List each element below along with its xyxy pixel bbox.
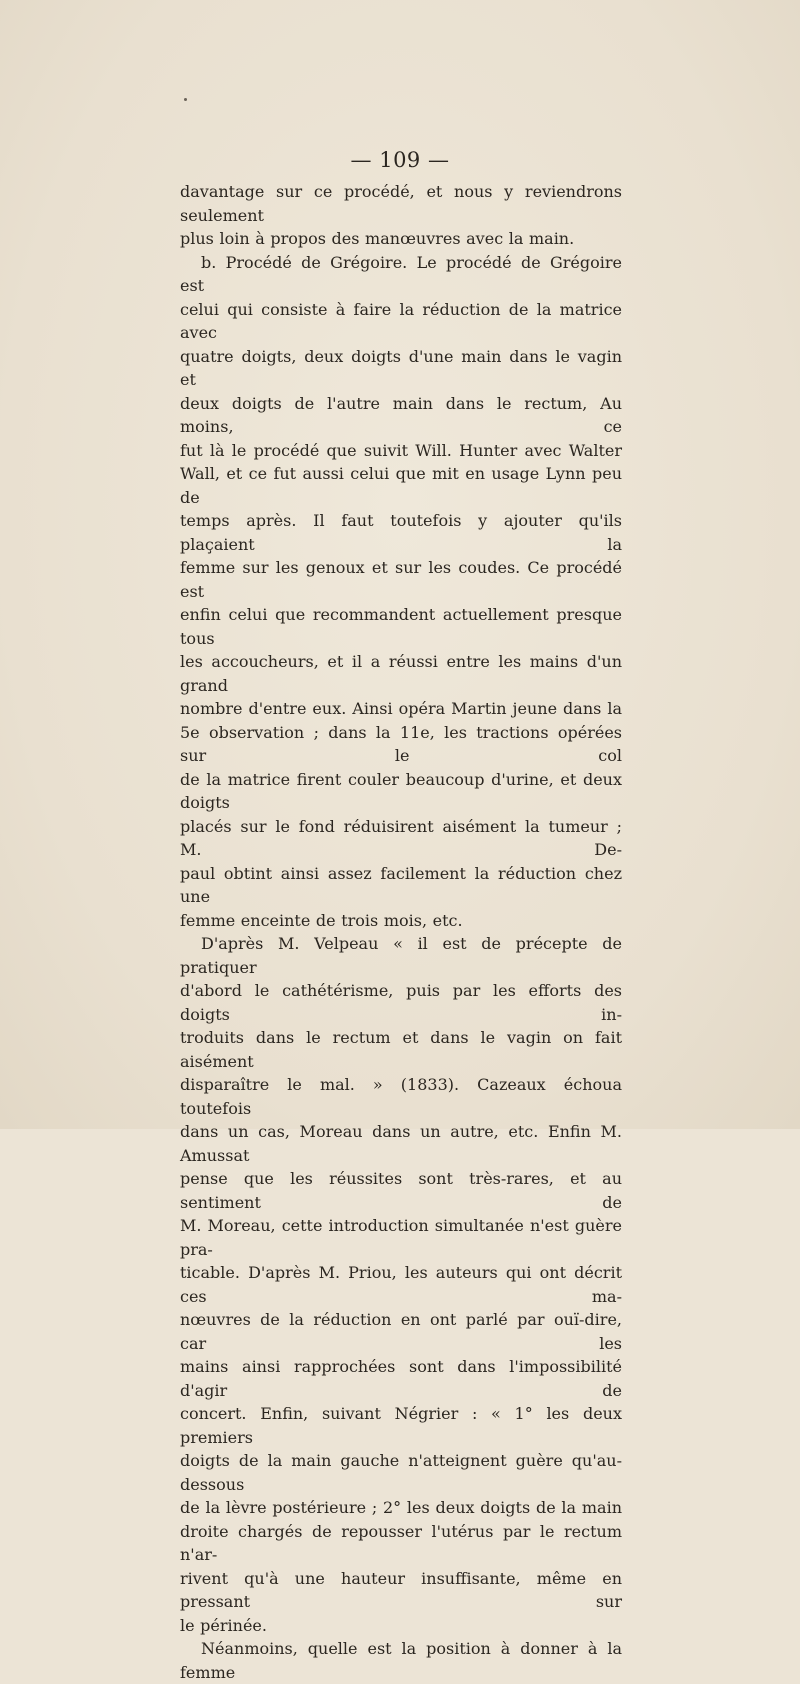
ink-speck [184,98,187,101]
text-line: femme sur les genoux et sur les coudes. Ce procédé est [180,558,622,601]
text-line: droite chargés de repousser l'utérus par le rectum n'ar- [180,1521,622,1564]
text-line: d'abord le cathétérisme, puis par les efforts des doigts in- [180,981,622,1024]
text-line: de la lèvre postérieure ; 2° les deux doigts de la main [180,1498,622,1517]
page-number: — 109 — [350,148,450,172]
text-line: doigts de la main gauche n'atteignent guère qu'au-dessous [180,1451,622,1494]
body-text [180,180,622,1684]
text-line: Néanmoins, quelle est la position à donner à la femme [180,1639,622,1682]
text-line: fut là le procédé que suivit Will. Hunter avec Walter [180,440,622,460]
text-line: nombre d'entre eux. Ainsi opéra Martin jeune dans la [180,699,622,718]
text-line: M. Moreau, cette introduction simultanée n'est guère pra- [180,1216,622,1259]
text-line: troduits dans le rectum et dans le vagin on fait aisément [180,1028,622,1071]
text-line: le périnée. [180,1615,267,1635]
text-line: mains ainsi rapprochées sont dans l'impossibilité d'agir de [180,1357,622,1400]
text-line: D'après M. Velpeau « il est de précepte de pratiquer [180,934,622,977]
text-line: les accoucheurs, et il a réussi entre les mains d'un grand [180,652,622,695]
text-line: Wall, et ce fut aussi celui que mit en usage Lynn peu de [180,464,622,507]
text-line: paul obtint ainsi assez facilement la réduction chez une [180,863,622,906]
text-line: disparaître le mal. » (1833). Cazeaux échoua toutefois [180,1075,622,1118]
text-line: dans un cas, Moreau dans un autre, etc. Enfin M. Amussat [180,1122,622,1165]
text-line: enfin celui que recommandent actuellement presque tous [180,605,622,648]
text-line: placés sur le fond réduisirent aisément la tumeur ; M. De- [180,816,622,859]
text-line: deux doigts de l'autre main dans le rectum, Au moins, ce [180,393,622,436]
text-line: 5e observation ; dans la 11e, les tractions opérées sur le col [180,722,622,765]
text-line: plus loin à propos des manœuvres avec la main. [180,229,575,248]
text-line: b. Procédé de Grégoire. Le procédé de Grégoire est [180,252,622,295]
text-line: femme enceinte de trois mois, etc. [180,910,463,930]
text-line: ticable. D'après M. Priou, les auteurs qui ont décrit ces ma- [180,1263,622,1306]
text-line: celui qui consiste à faire la réduction de la matrice avec [180,299,622,342]
text-line: nœuvres de la réduction en ont parlé par ouï-dire, car les [180,1310,622,1353]
text-line: temps après. Il faut toutefois y ajouter qu'ils plaçaient la [180,511,622,554]
text-line: rivent qu'à une hauteur insuffisante, même en pressant sur [180,1568,622,1611]
text-line: concert. Enfin, suivant Négrier : « 1° les deux premiers [180,1404,622,1447]
text-line: davantage sur ce procédé, et nous y reviendrons seulement [180,182,622,225]
text-line: de la matrice firent couler beaucoup d'urine, et deux doigts [180,769,622,812]
text-line: pense que les réussites sont très-rares, et au sentiment de [180,1169,622,1212]
text-line: quatre doigts, deux doigts d'une main dans le vagin et [180,346,622,389]
